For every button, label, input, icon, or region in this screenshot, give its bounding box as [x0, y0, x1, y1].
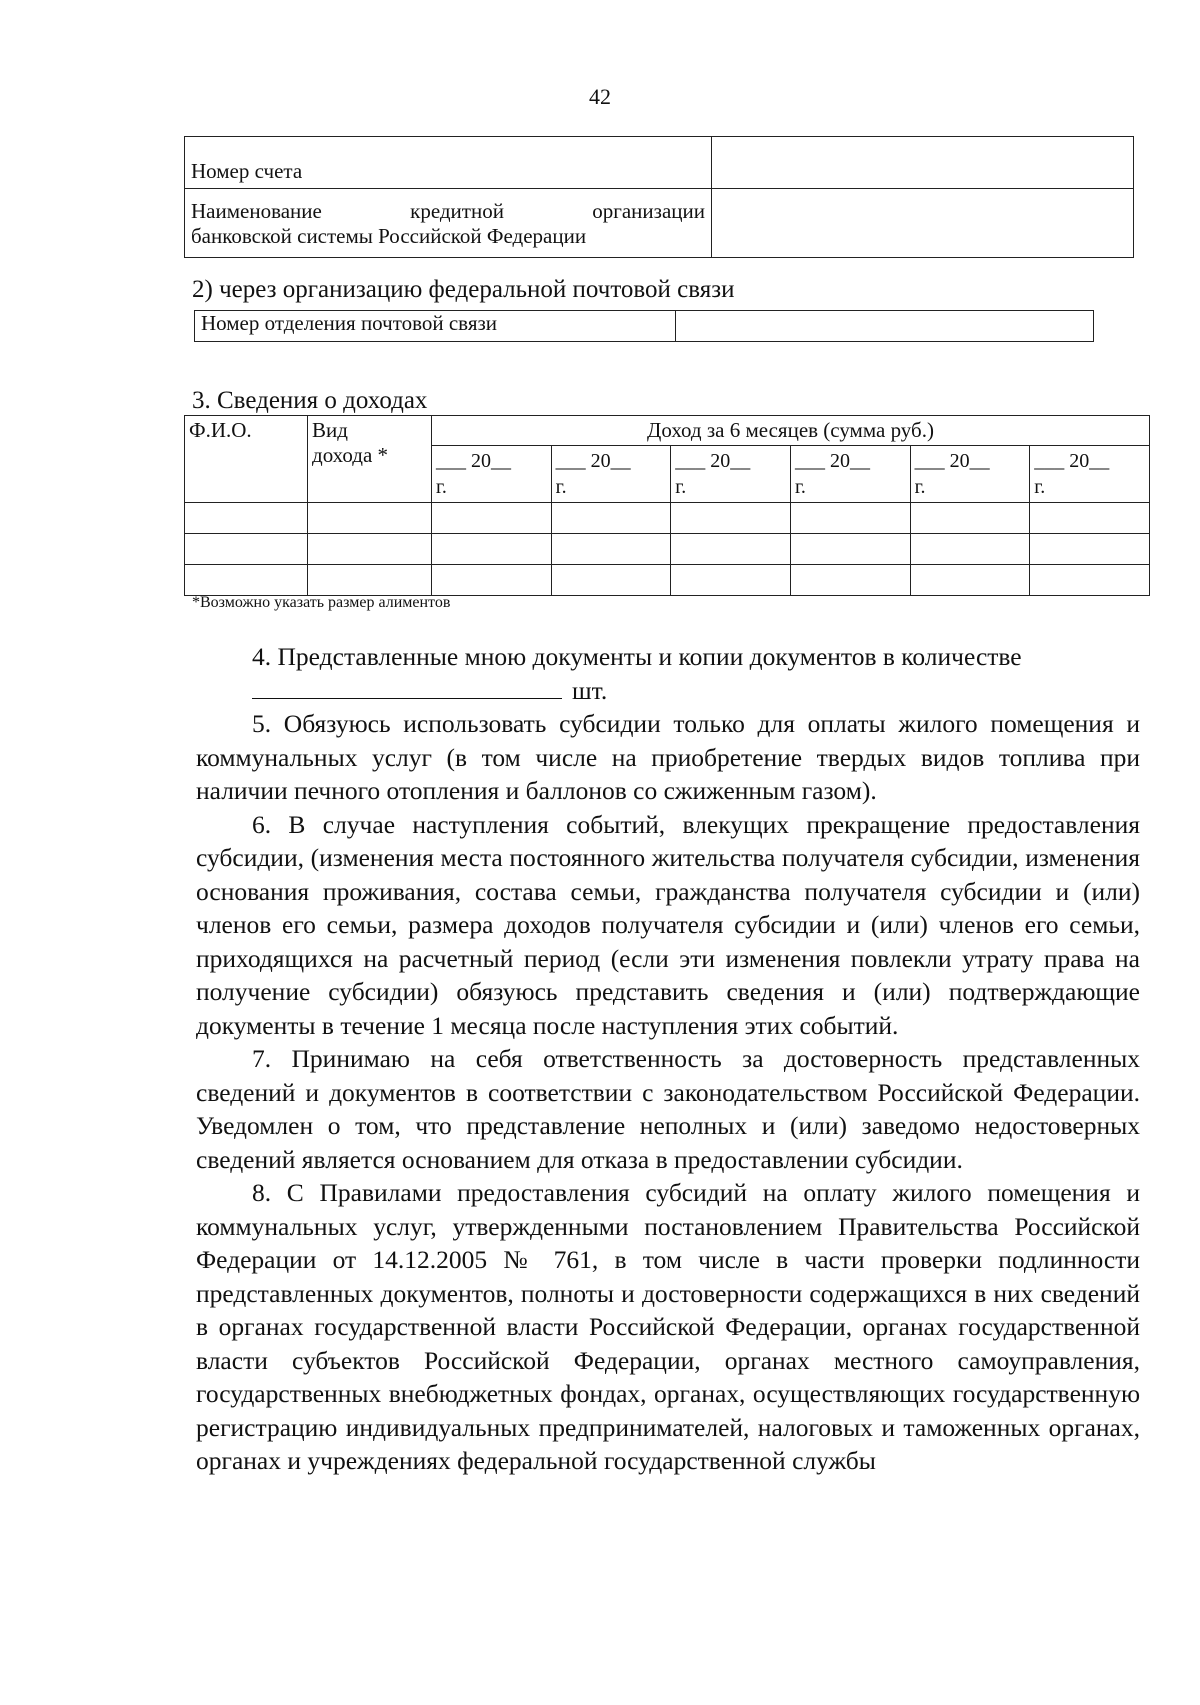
page-number: 42	[589, 84, 611, 109]
income-table	[184, 415, 1150, 596]
year-top: ___ 20__	[435, 450, 511, 472]
income-cell[interactable]	[1030, 534, 1150, 565]
year-top: ___ 20__	[1034, 450, 1110, 472]
table-row	[185, 503, 1150, 534]
income-cell[interactable]	[185, 565, 308, 596]
income-cell[interactable]	[790, 503, 910, 534]
year-cell[interactable]	[431, 446, 551, 503]
income-cell[interactable]	[671, 565, 791, 596]
paragraph-4-tail	[196, 674, 1140, 708]
income-cell[interactable]	[910, 534, 1030, 565]
year-bottom: г.	[1034, 476, 1046, 498]
year-top: ___ 20__	[914, 450, 990, 472]
income-cell[interactable]	[790, 565, 910, 596]
paragraph-8: 8. С Правилами предоставления субсидий на оплату жилого помещения и коммунальных услуг, утвержденными постановлением Правительства Российской Федерации от 14.12.2005 № 761, в том числе в части проверки подлинности представленных документов, полноты и достоверности содержащихся в них сведений в органах государственной власти Российской Федерации, органах государственной власти субъектов Российской Федерации, органах местного самоуправления, государственных внебюджетных фондах, органах, осуществляющих государственную регистрацию индивидуальных предпринимателей, налоговых и таможенных органах, органах и учреждениях федеральной государственной службы	[196, 1178, 1140, 1475]
income-cell[interactable]	[308, 534, 432, 565]
table-row	[185, 534, 1150, 565]
year-bottom: г.	[794, 476, 806, 498]
account-number-field[interactable]	[712, 137, 1134, 189]
year-top: ___ 20__	[555, 450, 631, 472]
income-cell[interactable]	[671, 503, 791, 534]
income-cell[interactable]	[308, 565, 432, 596]
income-cell[interactable]	[671, 534, 791, 565]
income-cell[interactable]	[431, 534, 551, 565]
year-cell[interactable]	[910, 446, 1030, 503]
year-cell[interactable]	[1030, 446, 1150, 503]
declaration-body	[196, 640, 1140, 1478]
paragraph-7: 7. Принимаю на себя ответственность за достоверность представленных сведений и документов в соответствии с законодательством Российской Федерации. Уведомлен о том, что представление неполных и (или) заведомо недостоверных сведений является основанием для отказа в предоставлении субсидии.	[196, 1044, 1140, 1174]
post-office-table	[194, 310, 1094, 342]
bank-details-table	[184, 136, 1134, 258]
income-cell[interactable]	[431, 565, 551, 596]
year-top: ___ 20__	[675, 450, 751, 472]
year-bottom: г.	[435, 476, 447, 498]
income-cell[interactable]	[1030, 565, 1150, 596]
income-cell[interactable]	[431, 503, 551, 534]
income-cell[interactable]	[790, 534, 910, 565]
income-cell[interactable]	[910, 565, 1030, 596]
bank-name-label	[185, 189, 712, 258]
bank-name-label-line1: Наименование кредитной организации	[191, 199, 705, 223]
paragraph-6: 6. В случае наступления событий, влекущих прекращение предоставления субсидии, (изменения места постоянного жительства получателя субсидии, изменения основания проживания, состава семьи, гражданства получателя субсидии и (или) членов его семьи, размера доходов получателя субсидии и (или) членов его семьи, приходящихся на расчетный период (если эти изменения повлекли утрату права на получение субсидии) обязуюсь представить сведения и (или) подтверждающие документы в течение 1 месяца после наступления этих событий.	[196, 809, 1140, 1040]
income-heading: 3. Сведения о доходах	[192, 387, 428, 414]
income-cell[interactable]	[551, 565, 671, 596]
year-cell[interactable]	[671, 446, 791, 503]
year-bottom: г.	[914, 476, 926, 498]
bank-name-label-line2: банковской системы Российской Федерации	[191, 224, 587, 248]
col-fio-header: Ф.И.О.	[185, 416, 308, 503]
account-number-label: Номер счета	[185, 137, 712, 189]
income-cell[interactable]	[185, 534, 308, 565]
year-bottom: г.	[555, 476, 567, 498]
year-bottom: г.	[675, 476, 687, 498]
income-cell[interactable]	[308, 503, 432, 534]
post-office-field[interactable]	[676, 311, 1094, 342]
year-cell[interactable]	[790, 446, 910, 503]
post-office-label: Номер отделения почтовой связи	[195, 311, 676, 342]
bank-name-field[interactable]	[712, 189, 1134, 258]
document-count-blank[interactable]	[252, 678, 562, 699]
year-top: ___ 20__	[794, 450, 870, 472]
col-type-header	[308, 416, 432, 503]
income-cell[interactable]	[910, 503, 1030, 534]
income-cell[interactable]	[1030, 503, 1150, 534]
paragraph-5: 5. Обязуюсь использовать субсидии только для оплаты жилого помещения и коммунальных услуг (в том числе на приобретение твердых видов топлива при наличии печного отопления и баллонов со сжиженным газом).	[196, 709, 1140, 805]
col-type-header-line1: Вид	[312, 418, 348, 442]
table-row	[185, 565, 1150, 596]
col-income-header: Доход за 6 месяцев (сумма руб.)	[431, 416, 1149, 446]
income-cell[interactable]	[185, 503, 308, 534]
income-cell[interactable]	[551, 503, 671, 534]
income-cell[interactable]	[551, 534, 671, 565]
post-heading: 2) через организацию федеральной почтовой связи	[192, 276, 735, 303]
paragraph-4-unit: шт.	[572, 675, 608, 705]
income-footnote: *Возможно указать размер алиментов	[192, 594, 451, 611]
col-type-header-line2: дохода *	[312, 443, 389, 467]
year-cell[interactable]	[551, 446, 671, 503]
paragraph-4: 4. Представленные мною документы и копии документов в количестве	[252, 642, 1022, 671]
